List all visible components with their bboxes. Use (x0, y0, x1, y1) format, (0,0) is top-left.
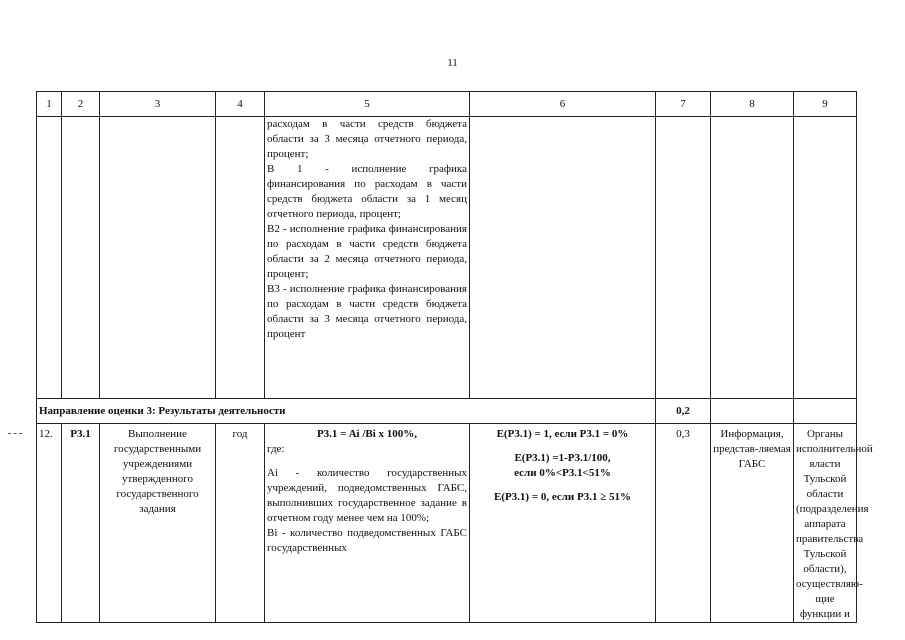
empty-cell (656, 117, 711, 399)
indicator-name: Выполнение государственными учреждениями утвержденного государственного задания (100, 424, 216, 623)
header-cell: 8 (711, 92, 794, 117)
section-weight: 0,2 (656, 399, 711, 424)
empty-cell (470, 117, 656, 399)
indicator-code: P3.1 (62, 424, 100, 623)
continuation-text-cell (265, 117, 470, 399)
empty-cell (711, 117, 794, 399)
evaluation-rule: E(P3.1) =1-P3.1/100, (514, 452, 611, 464)
indicator-unit: год (216, 424, 265, 623)
empty-cell (37, 117, 62, 399)
evaluation-rule: если 0%<P3.1<51% (514, 467, 611, 479)
empty-cell (794, 117, 857, 399)
header-cell: 6 (470, 92, 656, 117)
indicator-weight: 0,3 (656, 424, 711, 623)
indicator-row (37, 424, 857, 623)
evaluation-rule: E(P3.1) = 0, если P3.1 ≥ 51% (493, 491, 632, 503)
empty-cell (62, 117, 100, 399)
continuation-line: В2 - исполнение графика финансирования по расходам в части средств бюджета области за 2 месяца отчетного периода, процент; (267, 223, 467, 280)
header-cell: 2 (62, 92, 100, 117)
continuation-line: В3 - исполнение графика финансирования по расходам в части средств бюджета области за 3 месяца отчетного периода, процент (267, 283, 467, 340)
formula: P3.1 = Ai /Bi x 100%, (316, 428, 418, 440)
page-number: 11 (447, 57, 458, 69)
definition-b: Bi - количество подведомственных ГАБС государственных (267, 527, 467, 554)
empty-cell (794, 399, 857, 424)
section-title: Направление оценки 3: Результаты деятельности (37, 399, 656, 424)
header-cell: 9 (794, 92, 857, 117)
empty-cell (711, 399, 794, 424)
definition-a: Ai - количество государственных учреждений, подведомственных ГАБС, выполнивших государственное задание в отчетном году менее чем на 100%; (267, 467, 467, 524)
header-cell: 4 (216, 92, 265, 117)
header-cell: 3 (100, 92, 216, 117)
indicator-table (36, 91, 873, 623)
empty-cell (100, 117, 216, 399)
section-row (37, 399, 857, 424)
empty-cell (216, 117, 265, 399)
evaluation-rule: E(P3.1) = 1, если P3.1 = 0% (496, 428, 629, 440)
continuation-line: В 1 - исполнение графика финансирования по расходам в части средств бюджета области за 1 месяц отчетного периода, процент; (267, 163, 467, 220)
responsible-body: Органы исполнительной власти Тульской области (подразделения аппарата правительства Тульской области), осуществляю-щие функции и (794, 424, 857, 623)
header-cell: 7 (656, 92, 711, 117)
header-cell: 1 (37, 92, 62, 117)
header-row (37, 92, 857, 117)
formula-where: где: (267, 443, 285, 455)
header-cell: 5 (265, 92, 470, 117)
evaluation-cell (470, 424, 656, 623)
continuation-line: расходам в части средств бюджета области за 3 месяца отчетного периода, процент; (267, 118, 467, 160)
margin-mark (8, 433, 22, 434)
formula-cell (265, 424, 470, 623)
data-source: Информация, представ-ляемая ГАБС (711, 424, 794, 623)
continuation-row (37, 117, 857, 399)
row-number: 12. (37, 424, 62, 623)
